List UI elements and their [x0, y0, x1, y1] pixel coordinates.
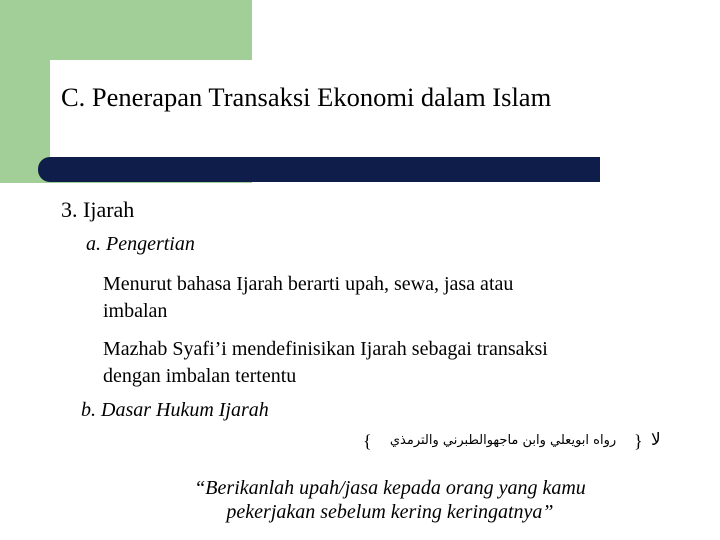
- hadith-quote: [130, 476, 650, 525]
- paragraph-line: dengan imbalan tertentu: [103, 365, 297, 387]
- brace-left: {: [363, 431, 372, 451]
- quote-line: pekerjakan sebelum kering keringatnya”: [226, 501, 554, 524]
- subheading-pengertian: a. Pengertian: [86, 233, 195, 255]
- hadith-narration-arabic: رواه ابويعلي وابن ماجهوالطبرني والترمذي: [389, 433, 617, 448]
- title-underline-bar: [38, 157, 600, 182]
- paragraph-line: Mazhab Syafi’i mendefinisikan Ijarah sebagai transaksi: [103, 338, 548, 360]
- arabic-fragment: لا: [651, 430, 661, 450]
- paragraph-line: imbalan: [103, 300, 168, 322]
- paragraph-line: Menurut bahasa Ijarah berarti upah, sewa, jasa atau: [103, 273, 514, 295]
- slide-title: C. Penerapan Transaksi Ekonomi dalam Islam: [61, 82, 552, 112]
- section-heading: 3. Ijarah: [61, 197, 135, 222]
- brace-right: }: [634, 431, 643, 451]
- quote-line: “Berikanlah upah/jasa kepada orang yang kamu: [194, 477, 586, 499]
- subheading-dasar-hukum: b. Dasar Hukum Ijarah: [81, 399, 269, 421]
